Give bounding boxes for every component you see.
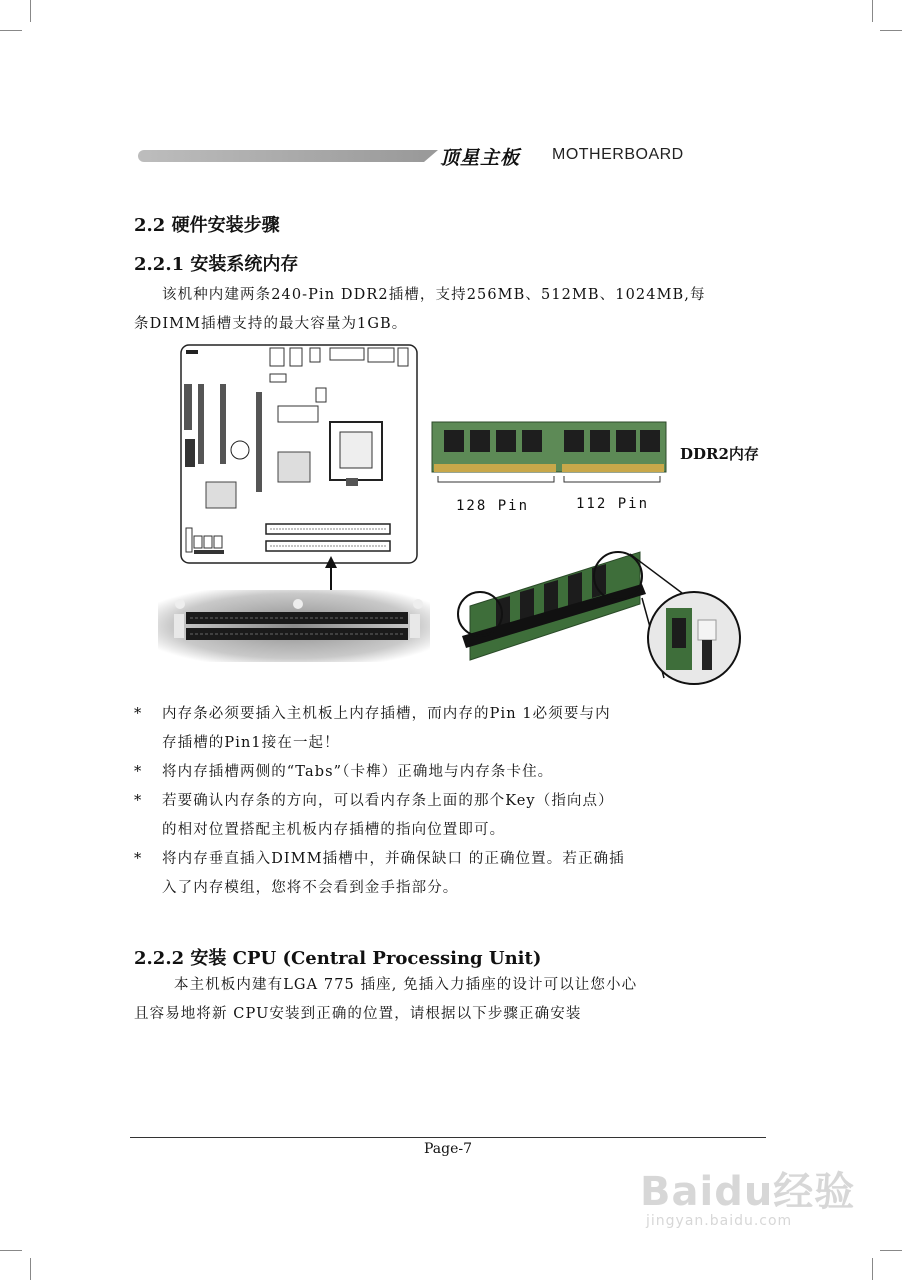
list-item bbox=[134, 758, 754, 787]
memory-slots-photo bbox=[158, 590, 430, 662]
pin-label-left: 128 Pin bbox=[456, 498, 530, 514]
section-title: 2.2 硬件安装步骤 bbox=[134, 215, 280, 236]
watermark-logo: Baidu经验 bbox=[640, 1169, 856, 1215]
watermark-url: jingyan.baidu.com bbox=[646, 1213, 793, 1229]
paragraph-line: 且容易地将新 CPU安装到正确的位置，请根据以下步骤正确安装 bbox=[134, 1006, 582, 1022]
cpu-paragraph bbox=[134, 971, 774, 1029]
memory-paragraph bbox=[134, 281, 774, 339]
ddr2-module-image bbox=[430, 420, 670, 492]
paragraph-line: 本主机板内建有LGA 775 插座, 免插入力插座的设计可以让您小心 bbox=[174, 977, 638, 993]
list-item bbox=[134, 845, 754, 903]
crop-mark bbox=[880, 30, 902, 31]
footer-rule bbox=[130, 1137, 766, 1138]
brand-english: MOTHERBOARD bbox=[552, 146, 684, 163]
crop-mark bbox=[872, 1258, 873, 1280]
header-bar bbox=[138, 150, 424, 162]
bullet-line: 存插槽的Pin1接在一起！ bbox=[162, 735, 340, 751]
pin-label-right: 112 Pin bbox=[576, 496, 650, 512]
list-item bbox=[134, 700, 754, 758]
bullet-line: 的相对位置搭配主机板内存插槽的指向位置即可。 bbox=[162, 822, 506, 838]
bullet-line: 入了内存模组，您将不会看到金手指部分。 bbox=[162, 880, 459, 896]
motherboard-diagram bbox=[180, 344, 420, 566]
crop-mark bbox=[30, 1258, 31, 1280]
ddr2-label: DDR2内存 bbox=[680, 445, 759, 463]
crop-mark bbox=[30, 0, 31, 22]
crop-mark bbox=[872, 0, 873, 22]
list-item bbox=[134, 787, 754, 845]
bullet-star: * bbox=[134, 793, 143, 809]
watermark bbox=[640, 1160, 855, 1229]
crop-mark bbox=[0, 1250, 22, 1251]
memory-insertion-photo bbox=[450, 548, 746, 688]
bullet-line: 若要确认内存条的方向，可以看内存条上面的那个Key（指向点） bbox=[162, 793, 614, 809]
subsection-title-memory: 2.2.1 安装系统内存 bbox=[134, 254, 299, 275]
bullet-star: * bbox=[134, 764, 143, 780]
paragraph-line: 该机种内建两条240-Pin DDR2插槽，支持256MB、512MB、1024MB,每 bbox=[162, 287, 706, 303]
brand-logo-text: 顶星主板 bbox=[440, 147, 521, 169]
crop-mark bbox=[0, 30, 22, 31]
subsection-title-cpu: 2.2.2 安装 CPU (Central Processing Unit) bbox=[134, 948, 542, 969]
bullet-line: 内存条必须要插入主机板上内存插槽，而内存的Pin 1必须要与内 bbox=[162, 706, 611, 722]
bullet-line: 将内存垂直插入DIMM插槽中，并确保缺口 的正确位置。若正确插 bbox=[162, 851, 625, 867]
page-number: Page-7 bbox=[424, 1141, 473, 1157]
bullet-star: * bbox=[134, 851, 143, 867]
paragraph-line: 条DIMM插槽支持的最大容量为1GB。 bbox=[134, 316, 408, 332]
bullet-line: 将内存插槽两侧的“Tabs”（卡榫）正确地与内存条卡住。 bbox=[162, 764, 554, 780]
bullet-star: * bbox=[134, 706, 143, 722]
crop-mark bbox=[880, 1250, 902, 1251]
